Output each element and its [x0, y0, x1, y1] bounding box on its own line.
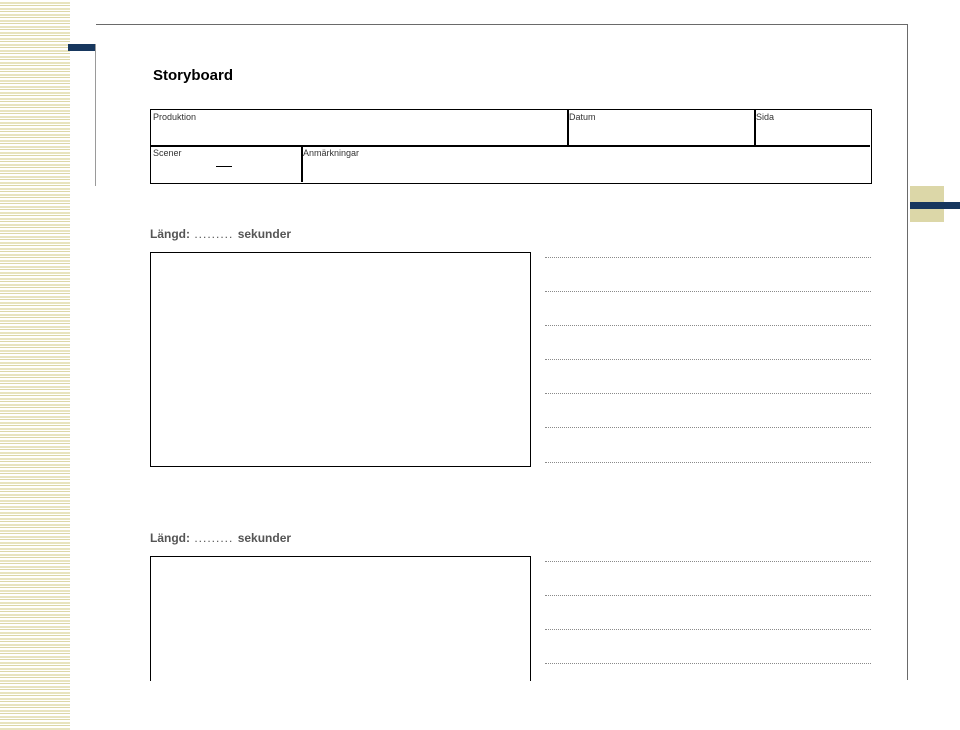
frame-1-note-line: [545, 325, 871, 326]
anmarkningar-label: Anmärkningar: [303, 148, 360, 158]
scener-dash: [216, 166, 232, 167]
header-table: [150, 109, 872, 184]
frame-2-sketch-box: [150, 556, 531, 681]
produktion-label: Produktion: [153, 112, 197, 122]
frame-1-length-unit: sekunder: [237, 227, 292, 241]
accent-bar-left: [68, 44, 96, 51]
scener-label: Scener: [153, 148, 182, 158]
frame-2-length-dots: .........: [190, 531, 238, 545]
frame-1-note-line: [545, 462, 871, 463]
frame-2-length-unit: sekunder: [237, 531, 292, 545]
frame-2-note-line: [545, 561, 871, 562]
storyboard-page: [96, 24, 908, 680]
accent-bar-right: [910, 202, 960, 209]
datum-label: Datum: [569, 112, 596, 122]
header-divider-horizontal: [151, 145, 870, 147]
frame-1-note-line: [545, 427, 871, 428]
frame-1-length: [150, 227, 291, 241]
sida-label: Sida: [756, 112, 775, 122]
frame-1-note-line: [545, 257, 871, 258]
frame-2-note-line: [545, 663, 871, 664]
frame-2-note-line: [545, 629, 871, 630]
frame-1-note-line: [545, 393, 871, 394]
decorative-stripe-band: [0, 0, 70, 730]
frame-1-length-dots: .........: [190, 227, 238, 241]
frame-1-length-prefix: Längd:: [150, 227, 190, 241]
frame-2-note-line: [545, 595, 871, 596]
frame-1-note-line: [545, 291, 871, 292]
frame-1-note-line: [545, 359, 871, 360]
page-title: Storyboard: [153, 67, 234, 84]
frame-2-length: [150, 531, 291, 545]
frame-2-length-prefix: Längd:: [150, 531, 190, 545]
frame-1-sketch-box: [150, 252, 531, 467]
